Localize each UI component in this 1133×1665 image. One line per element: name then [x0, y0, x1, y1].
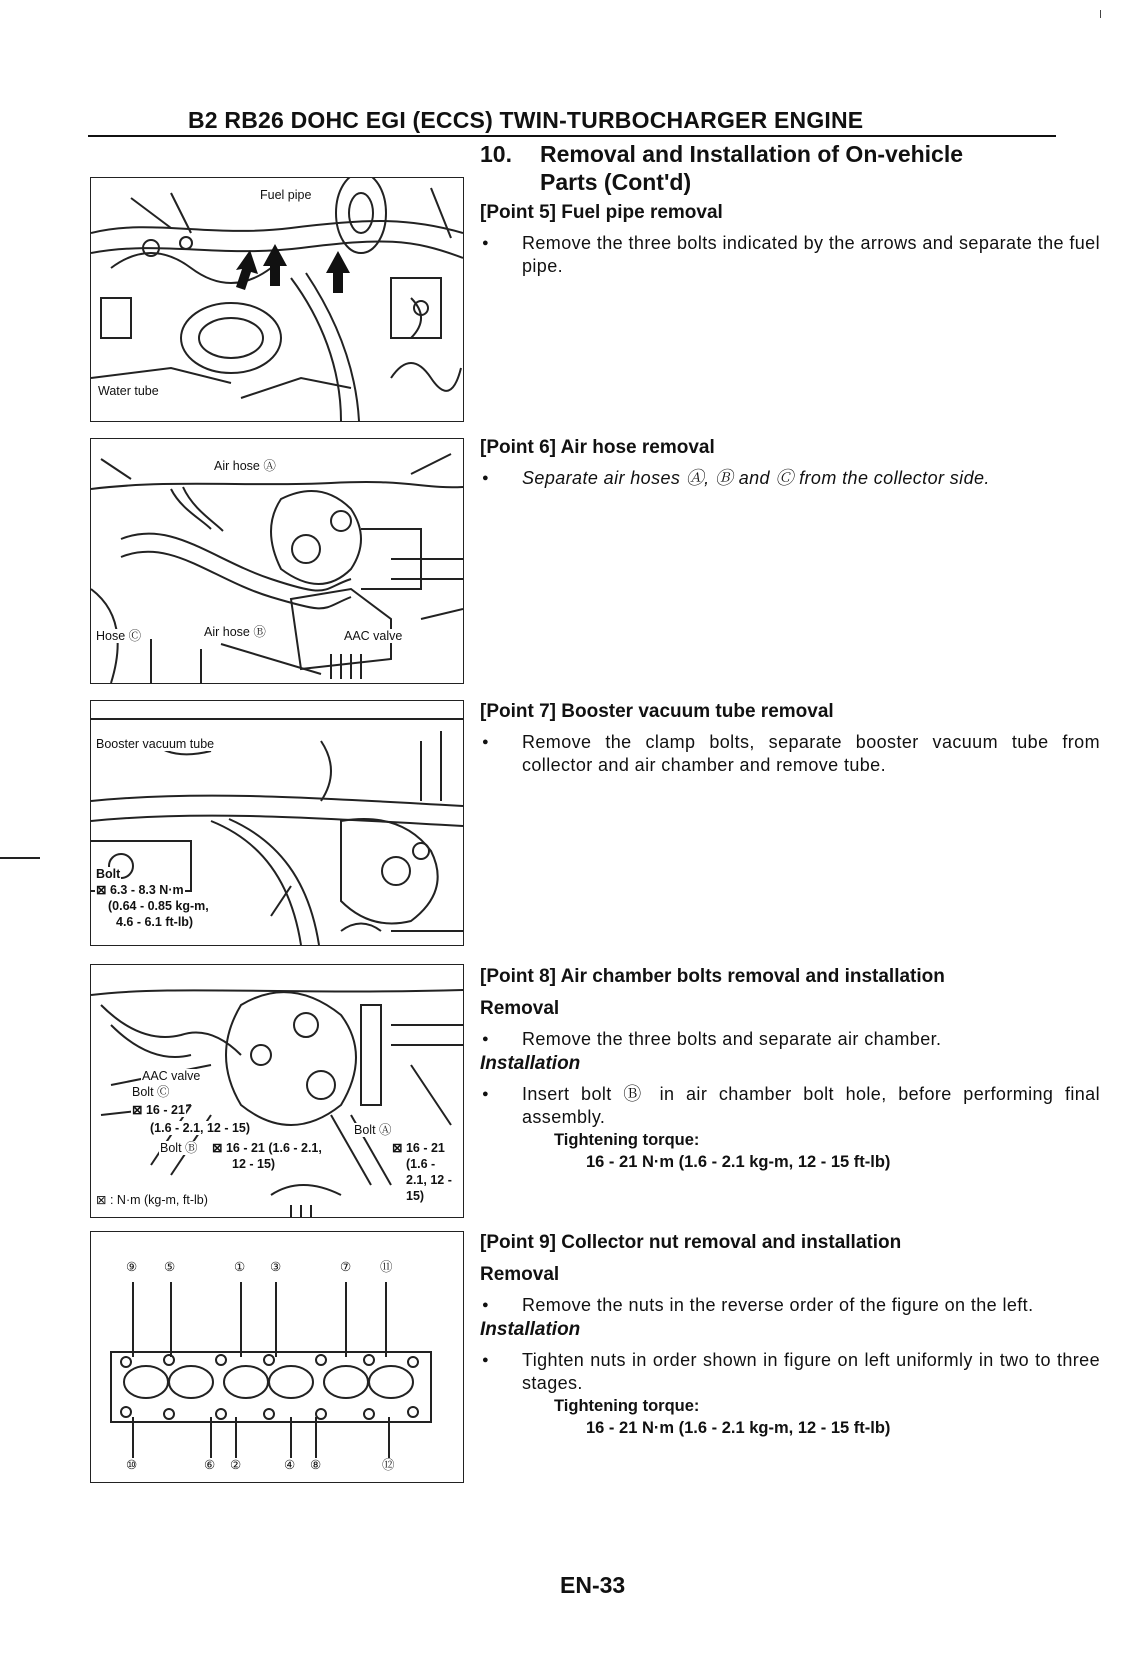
point-9-torque-label: Tightening torque: — [554, 1397, 700, 1415]
nut-order-top-6: ⑪ — [380, 1260, 393, 1274]
point-9 — [480, 1230, 1100, 1439]
point-6-heading: [Point 6] Air hose removal — [480, 437, 715, 458]
figure-air-hose — [90, 438, 464, 684]
point-9-installation-label: Installation — [480, 1319, 581, 1340]
label-hose-c: Hose Ⓒ — [96, 629, 142, 643]
point-9-installation-bullet: ● Tighten nuts in order shown in figure on left uniformly in two to three stages. — [480, 1349, 1100, 1395]
point-8-heading: [Point 8] Air chamber bolts removal and installation — [480, 966, 945, 987]
label-torque-ftlb: 4.6 - 6.1 ft-lb) — [116, 915, 194, 929]
point-8-removal-bullet: ● Remove the three bolts and separate air chamber. — [480, 1028, 1100, 1051]
label-bolt-b: Bolt Ⓑ — [160, 1141, 198, 1155]
point-8-removal-label: Removal — [480, 998, 560, 1019]
nut-order-bottom-3: ② — [230, 1458, 242, 1472]
section-number: 10. — [480, 141, 512, 167]
point-9-heading: [Point 9] Collector nut removal and installation — [480, 1232, 902, 1253]
torque-wrench-icon: ⊠ — [212, 1141, 223, 1155]
label-torque-a2: (1.6 - — [406, 1157, 436, 1171]
point-7 — [480, 699, 1100, 777]
point-5-heading: [Point 5] Fuel pipe removal — [480, 202, 723, 223]
torque-wrench-icon: ⊠ — [392, 1141, 403, 1155]
header-title: B2 RB26 DOHC EGI (ECCS) TWIN-TURBOCHARGER ENGINE — [188, 107, 864, 133]
label-torque-a1: ⊠ 16 - 21 — [392, 1141, 445, 1155]
label-torque-nm: ⊠ 6.3 - 8.3 N·m — [96, 883, 184, 897]
point-5-bullet: ● Remove the three bolts indicated by the arrows and separate the fuel pipe. — [480, 232, 1100, 278]
torque-wrench-icon: ⊠ — [132, 1103, 143, 1117]
label-torque-b1: ⊠ 16 - 21 (1.6 - 2.1, — [212, 1141, 322, 1155]
label-booster-vacuum-tube: Booster vacuum tube — [96, 737, 215, 751]
figure-fuel-pipe — [90, 177, 464, 422]
label-air-hose-a: Air hose Ⓐ — [214, 459, 276, 473]
point-8-installation-bullet: ● Insert bolt Ⓑ in air chamber bolt hole, before performing final assembly. — [480, 1083, 1100, 1129]
nut-order-bottom-1: ⑩ — [126, 1458, 138, 1472]
nut-order-top-5: ⑦ — [340, 1260, 352, 1274]
point-7-bullet: ● Remove the clamp bolts, separate booster vacuum tube from collector and air chamber and remove tube. — [480, 731, 1100, 777]
corner-mark — [1100, 10, 1101, 18]
label-fuel-pipe: Fuel pipe — [260, 188, 312, 202]
figure-booster-vacuum-tube — [90, 700, 464, 946]
label-bolt-c: Bolt Ⓒ — [132, 1085, 170, 1099]
label-torque-a4: 15) — [406, 1189, 425, 1203]
point-6-bullet: ● Separate air hoses Ⓐ, Ⓑ and Ⓒ from the collector side. — [480, 467, 1100, 490]
point-7-heading: [Point 7] Booster vacuum tube removal — [480, 701, 834, 722]
label-torque-kgm: (0.64 - 0.85 kg-m, — [108, 899, 209, 913]
label-bolt: Bolt — [96, 867, 121, 881]
nut-order-bottom-5: ⑧ — [310, 1458, 322, 1472]
point-9-torque-value: 16 - 21 N·m (1.6 - 2.1 kg-m, 12 - 15 ft-lb) — [586, 1419, 891, 1437]
nut-order-bottom-6: ⑫ — [382, 1458, 395, 1472]
nut-order-top-4: ③ — [270, 1260, 282, 1274]
label-torque-c1: ⊠ 16 - 21 — [132, 1103, 185, 1117]
torque-wrench-icon: ⊠ — [96, 883, 107, 897]
figure-air-chamber-bolts — [90, 964, 464, 1218]
label-unit-legend: ⊠ : N·m (kg-m, ft-lb) — [96, 1193, 208, 1207]
nut-order-bottom-2: ⑥ — [204, 1458, 216, 1472]
label-torque-b2: 12 - 15) — [232, 1157, 276, 1171]
point-8-torque-value: 16 - 21 N·m (1.6 - 2.1 kg-m, 12 - 15 ft-lb) — [586, 1153, 891, 1171]
section-title-line2: Parts (Cont'd) — [540, 169, 692, 195]
margin-dash — [0, 857, 40, 859]
nut-order-bottom-4: ④ — [284, 1458, 296, 1472]
figure-collector-nut-order — [90, 1231, 464, 1483]
nut-order-top-3: ① — [234, 1260, 246, 1274]
section-title-line1: Removal and Installation of On-vehicle — [540, 141, 964, 167]
page-number: EN-33 — [560, 1572, 626, 1598]
page-header — [88, 105, 1056, 137]
label-bolt-a: Bolt Ⓐ — [354, 1123, 392, 1137]
point-9-removal-bullet: ● Remove the nuts in the reverse order of the figure on the left. — [480, 1294, 1100, 1317]
point-5 — [480, 200, 1100, 278]
nut-order-top-2: ⑤ — [164, 1260, 176, 1274]
point-8 — [480, 964, 1100, 1173]
nut-order-top-1: ⑨ — [126, 1260, 138, 1274]
point-8-installation-label: Installation — [480, 1053, 581, 1074]
label-aac-valve: AAC valve — [344, 629, 403, 643]
point-9-removal-label: Removal — [480, 1264, 560, 1285]
label-water-tube: Water tube — [98, 384, 159, 398]
air-hose-illustration — [91, 439, 463, 683]
torque-wrench-icon: ⊠ — [96, 1193, 107, 1207]
label-aac-valve-4: AAC valve — [142, 1069, 201, 1083]
section-title — [480, 140, 1100, 196]
label-torque-a3: 2.1, 12 - — [406, 1173, 452, 1187]
point-8-torque-label: Tightening torque: — [554, 1131, 700, 1149]
label-torque-c2: (1.6 - 2.1, 12 - 15) — [150, 1121, 251, 1135]
label-air-hose-b: Air hose Ⓑ — [204, 625, 266, 639]
point-6 — [480, 435, 1100, 490]
